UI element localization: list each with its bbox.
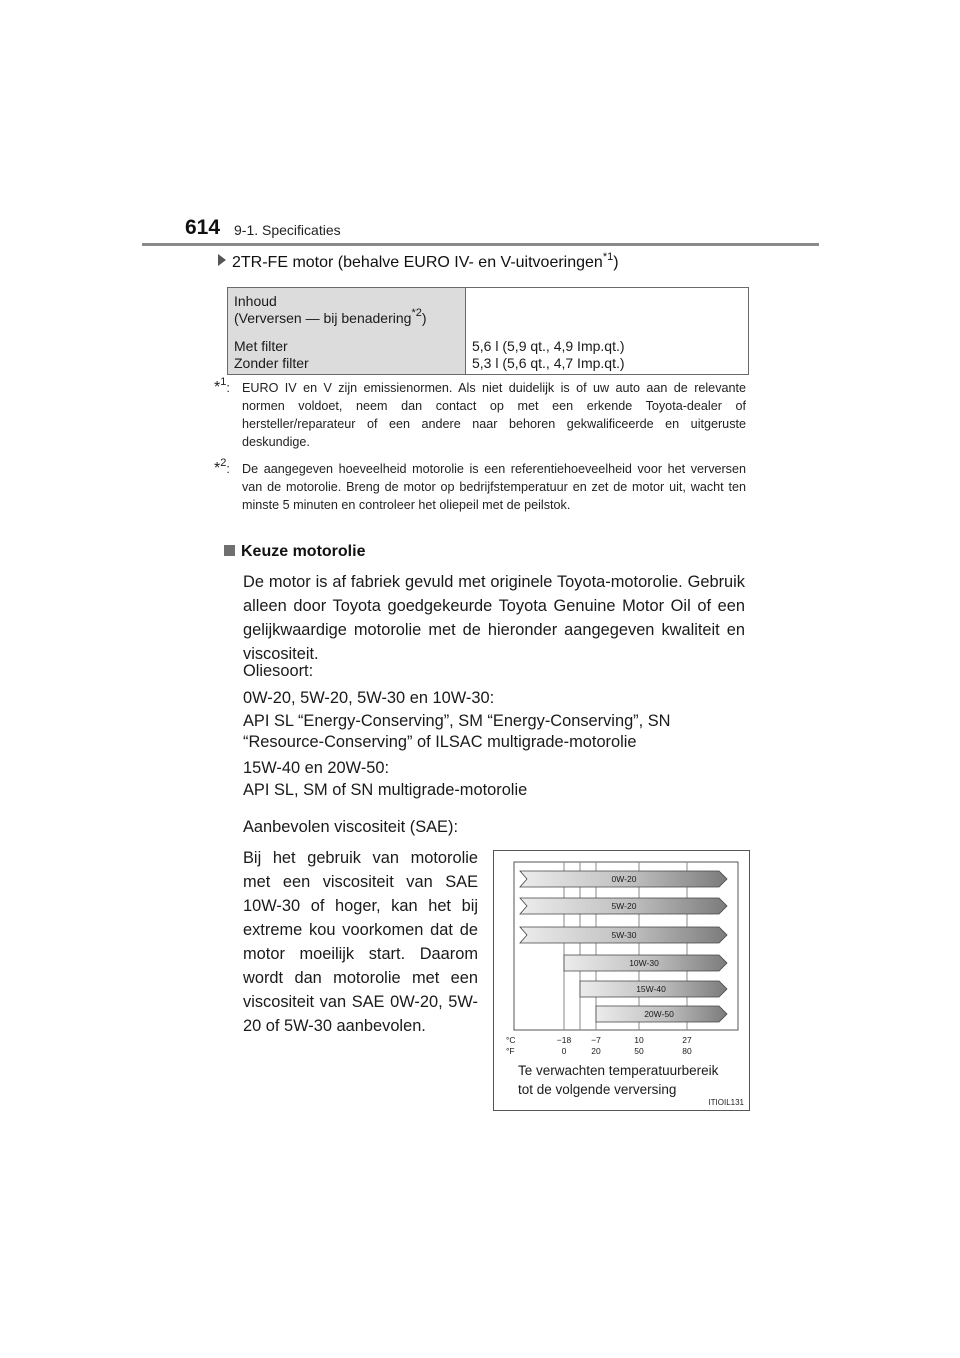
variant-label: 2TR-FE motor (behalve EURO IV- en V-uitvoeringen xyxy=(232,254,603,271)
triangle-bullet-icon xyxy=(218,254,226,266)
capacity-subtitle-close: ) xyxy=(421,310,427,326)
unit-fahrenheit: °F xyxy=(506,1046,515,1056)
bar-label: 0W-20 xyxy=(611,874,637,884)
figure-code: ITIOIL131 xyxy=(708,1098,744,1107)
grade-group-1-line-2: “Resource-Conserving” of ILSAC multigrade-motorolie xyxy=(243,733,637,751)
capacity-ref: *2 xyxy=(411,307,422,319)
chart-caption xyxy=(518,1061,718,1099)
viscosity-label: Aanbevolen viscositeit (SAE): xyxy=(243,818,458,836)
row-without-filter-label: Zonder filter xyxy=(234,355,309,371)
chart-bars xyxy=(520,871,727,1022)
row-with-filter-label: Met filter xyxy=(234,338,288,354)
capacity-subtitle-text: (Verversen — bij benadering xyxy=(234,310,412,326)
bar-label: 20W-50 xyxy=(644,1009,674,1019)
tick-c: 10 xyxy=(634,1035,644,1045)
grade-group-2-text: API SL, SM of SN multigrade-motorolie xyxy=(243,781,528,799)
footnote-2 xyxy=(214,457,746,514)
footnote-1-text: EURO IV en V zijn emissienormen. Als niet duidelijk is of uw auto aan de relevante normen voldoet, neem dan contact op met een erkende Toyota-dealer of hersteller/reparateur of een andere naar behoren gekwalificeerde en uitgeruste deskundige. xyxy=(242,381,746,449)
footnote-1 xyxy=(214,376,746,451)
bar-label: 5W-20 xyxy=(611,901,637,911)
grade-group-1-line-1: API SL “Energy-Conserving”, SM “Energy-Conserving”, SN xyxy=(243,712,671,730)
grade-group-2-label: 15W-40 en 20W-50: xyxy=(243,759,390,777)
footnote-1-mark: *$^1$: xyxy=(214,376,230,396)
unit-celsius: °C xyxy=(506,1035,516,1045)
capacity-table xyxy=(227,287,749,375)
grade-group-1-label: 0W-20, 5W-20, 5W-30 en 10W-30: xyxy=(243,689,495,707)
variant-ref: *1 xyxy=(602,251,614,263)
page-number: 614 xyxy=(185,216,221,239)
footnote-2-text: De aangegeven hoeveelheid motorolie is een referentiehoeveelheid voor het verversen van de motorolie. Breng de motor op bedrijfstemperatuur en zet de motor uit, wacht ten minste 5 minuten en controleer het oliepeil met de peilstok. xyxy=(242,462,746,512)
chart-caption-line-1: Te verwachten temperatuurbereik xyxy=(518,1063,719,1078)
tick-f: 80 xyxy=(682,1046,692,1056)
bar-label: 10W-30 xyxy=(629,958,659,968)
section-title: 9-1. Specificaties xyxy=(234,222,341,238)
tick-f: 0 xyxy=(561,1046,567,1056)
tick-f: 20 xyxy=(591,1046,601,1056)
bar-label: 15W-40 xyxy=(636,984,666,994)
tick-c: 27 xyxy=(682,1035,692,1045)
footnote-2-star: * xyxy=(214,460,221,477)
tick-f: 50 xyxy=(634,1046,644,1056)
capacity-title: Inhoud xyxy=(234,293,277,309)
intro-paragraph: De motor is af fabriek gevuld met originele Toyota-motorolie. Gebruik alleen door Toyota goedgekeurde Toyota Genuine Motor Oil of een gelijkwaardige motorolie met de hieronder aangegeven kwaliteit en viscositeit. xyxy=(243,573,745,663)
footnote-2-mark: *$^2$: xyxy=(214,457,230,477)
variant-close: ) xyxy=(613,254,619,271)
bar-label: 5W-30 xyxy=(611,930,637,940)
square-bullet-icon xyxy=(224,545,235,556)
row-without-filter-value: 5,3 l (5,6 qt., 4,7 Imp.qt.) xyxy=(472,355,625,371)
footnote-1-num: 1 xyxy=(220,376,227,388)
row-with-filter-value: 5,6 l (5,9 qt., 4,9 Imp.qt.) xyxy=(472,338,625,354)
oil-selection-heading xyxy=(224,543,365,561)
oil-type-label: Oliesoort: xyxy=(243,662,314,680)
footnote-1-star: * xyxy=(214,379,221,396)
axis-labels xyxy=(506,1035,692,1056)
engine-variant-heading xyxy=(218,251,619,272)
chart-caption-line-2: tot de volgende verversing xyxy=(518,1082,677,1097)
viscosity-chart xyxy=(493,850,750,1111)
tick-c: −7 xyxy=(591,1035,601,1045)
tick-c: −18 xyxy=(556,1035,572,1045)
cold-start-note: Bij het gebruik van motorolie met een viscositeit van SAE 10W-30 of hoger, kan het bij extreme kou voorkomen dat de motor moeilijk start. Daarom wordt dan motorolie met een viscositeit van SAE 0W-20, 5W-20 of 5W-30 aanbevolen. xyxy=(243,849,478,1035)
header-rule xyxy=(142,243,819,246)
capacity-subtitle xyxy=(234,307,427,327)
footnote-2-num: 2 xyxy=(220,457,227,469)
oil-selection-heading-text: Keuze motorolie xyxy=(241,543,366,560)
